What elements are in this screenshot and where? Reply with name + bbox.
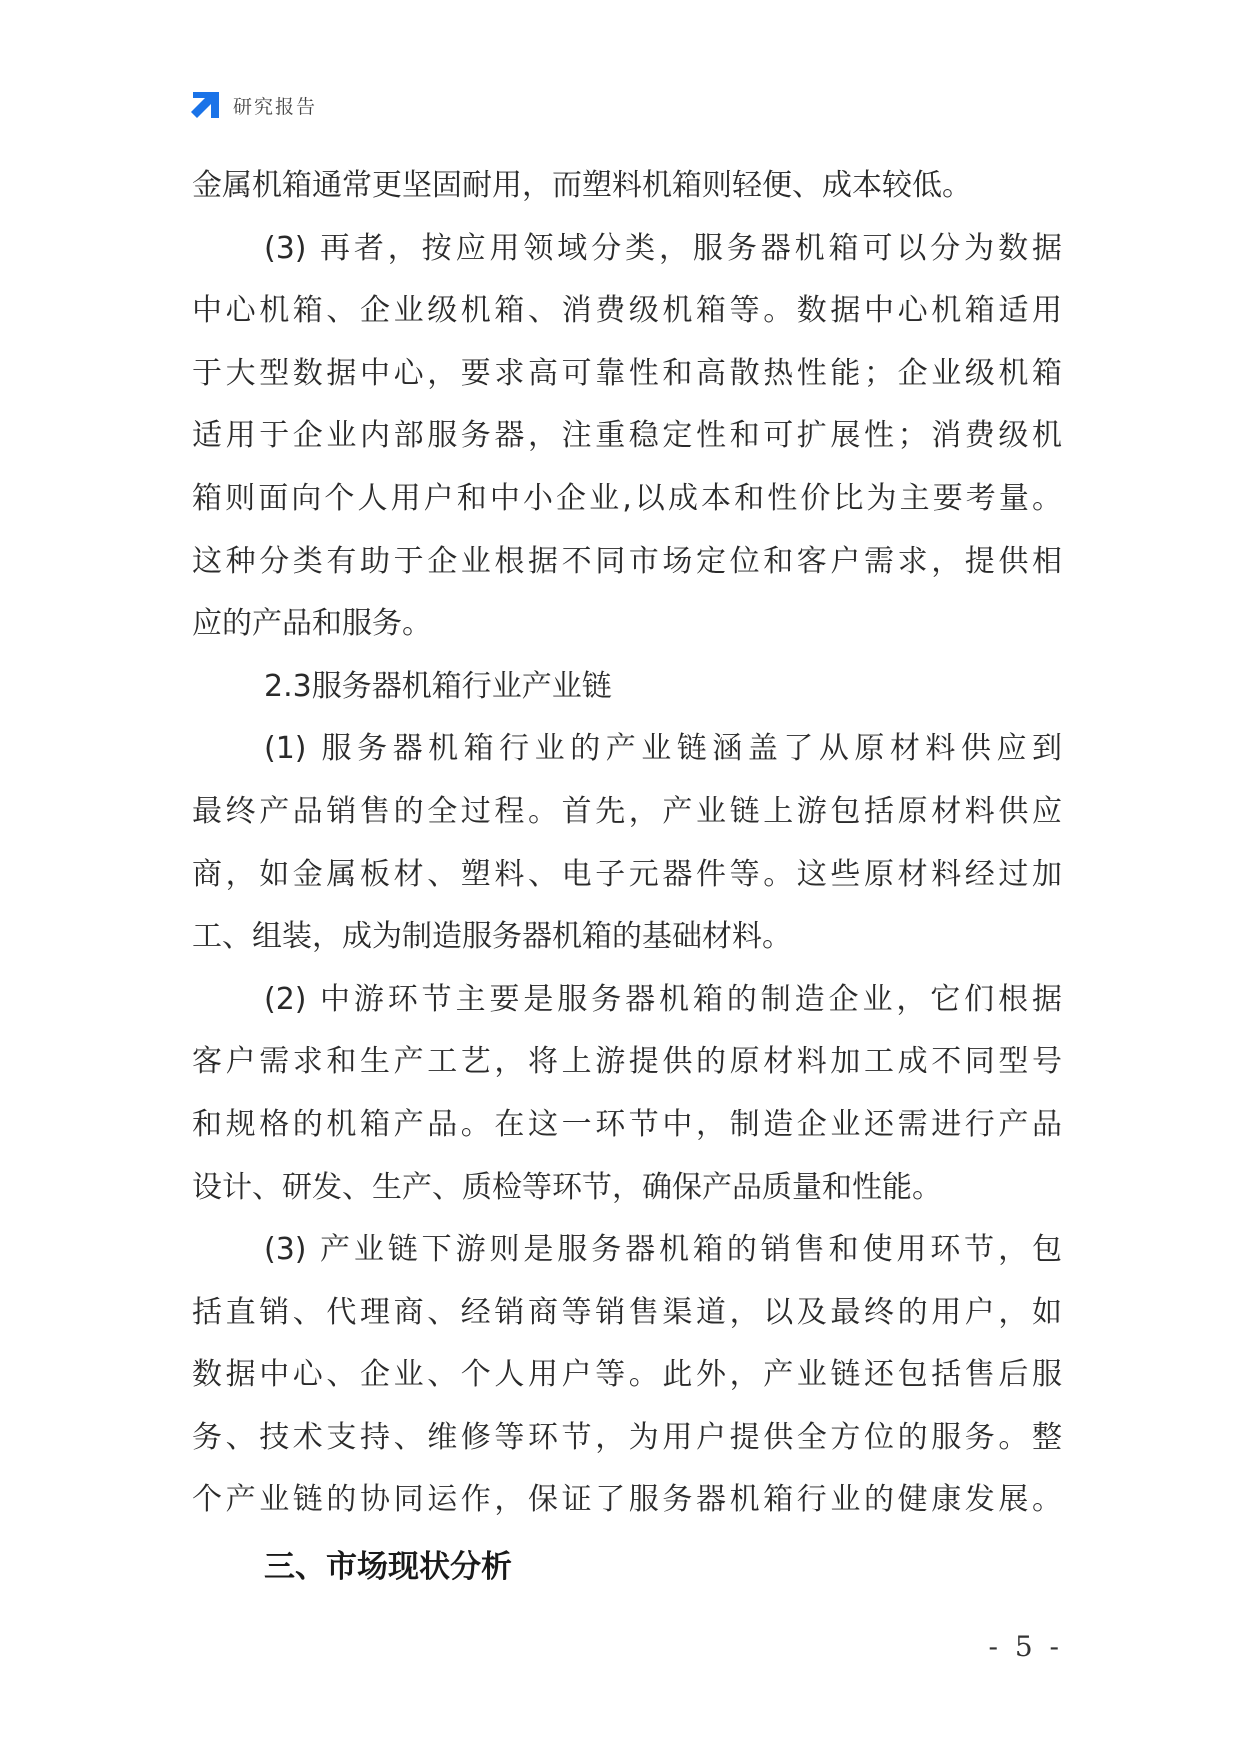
section-heading: 2.3服务器机箱行业产业链	[264, 668, 612, 704]
paragraph-line: 应的产品和服务。	[192, 606, 432, 642]
paragraph-line: 和规格的机箱产品。在这一环节中，制造企业还需进行产品	[192, 1106, 1062, 1142]
paragraph-line: 设计、研发、生产、质检等环节，确保产品质量和性能。	[192, 1169, 942, 1205]
chapter-heading: 三、市场现状分析	[264, 1549, 512, 1586]
header-title: 研究报告	[233, 95, 318, 118]
paragraph-line: (1) 服务器机箱行业的产业链涵盖了从原材料供应到	[264, 731, 1062, 767]
paragraph-line: 适用于企业内部服务器，注重稳定性和可扩展性；消费级机	[192, 418, 1062, 454]
paragraph-line: 中心机箱、企业级机箱、消费级机箱等。数据中心机箱适用	[192, 293, 1062, 329]
arrow-up-right-logo-icon	[189, 88, 223, 122]
paragraph-line: 商，如金属板材、塑料、电子元器件等。这些原材料经过加	[192, 856, 1062, 892]
page-header	[189, 88, 317, 122]
paragraph-line: 客户需求和生产工艺，将上游提供的原材料加工成不同型号	[192, 1044, 1062, 1080]
paragraph-line: 括直销、代理商、经销商等销售渠道，以及最终的用户，如	[192, 1294, 1062, 1330]
paragraph-line: 这种分类有助于企业根据不同市场定位和客户需求，提供相	[192, 543, 1062, 579]
paragraph-line: 最终产品销售的全过程。首先，产业链上游包括原材料供应	[192, 793, 1062, 829]
page-number: - 5 -	[988, 1630, 1063, 1663]
paragraph-line: 箱则面向个人用户和中小企业,以成本和性价比为主要考量。	[192, 480, 1062, 516]
paragraph-line: 数据中心、企业、个人用户等。此外，产业链还包括售后服	[192, 1357, 1062, 1393]
paragraph-line: (3) 产业链下游则是服务器机箱的销售和使用环节，包	[264, 1232, 1062, 1268]
paragraph-line: 于大型数据中心，要求高可靠性和高散热性能；企业级机箱	[192, 355, 1062, 391]
document-body	[192, 155, 1062, 1599]
paragraph-line: (3) 再者，按应用领域分类，服务器机箱可以分为数据	[264, 230, 1062, 266]
paragraph-line: 务、技术支持、维修等环节，为用户提供全方位的服务。整	[192, 1419, 1062, 1455]
paragraph-line: 个产业链的协同运作，保证了服务器机箱行业的健康发展。	[192, 1482, 1062, 1518]
paragraph-line: 金属机箱通常更坚固耐用，而塑料机箱则轻便、成本较低。	[192, 168, 972, 203]
paragraph-line: 工、组装，成为制造服务器机箱的基础材料。	[192, 919, 792, 955]
paragraph-line: (2) 中游环节主要是服务器机箱的制造企业，它们根据	[264, 981, 1062, 1017]
